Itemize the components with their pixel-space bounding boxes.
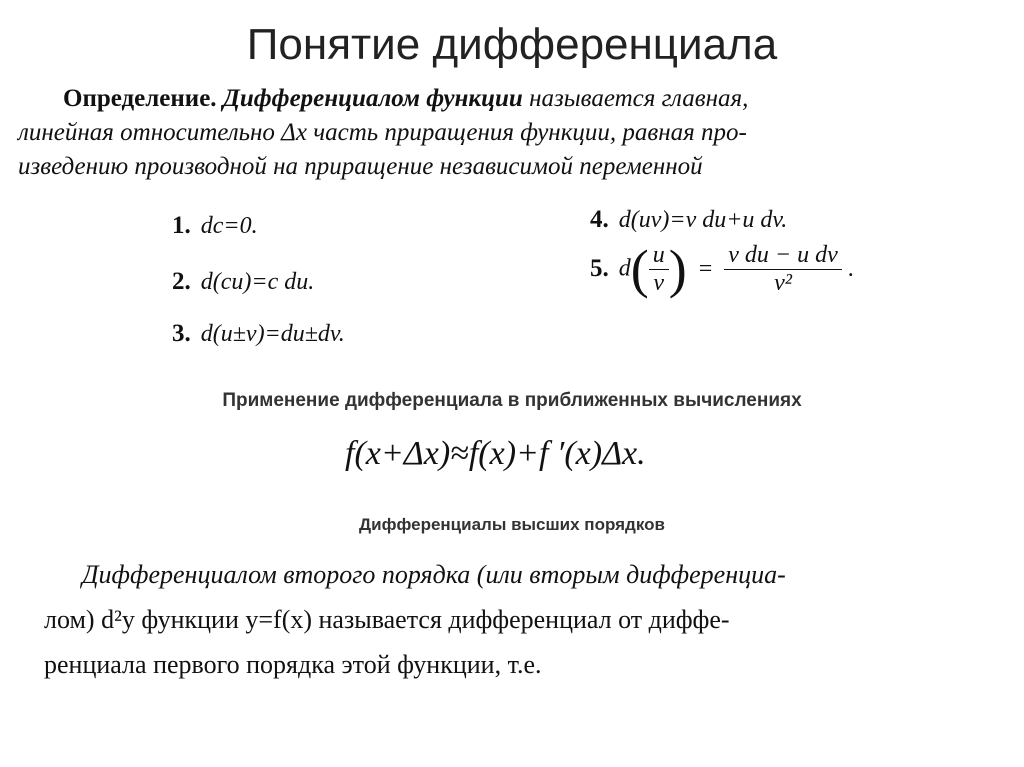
higher-orders-heading: Дифференциалы высших порядков [359,515,665,534]
rule-number: 5. [590,255,609,282]
rule-formula: d(u±v)=du±dv. [200,321,345,347]
second-order-paragraph [44,552,972,687]
rule-number: 4. [590,206,609,233]
application-heading: Применение дифференциала в приближенных вычислениях [222,390,802,411]
rule-3 [172,320,345,348]
definition-line-1 [63,82,968,116]
fraction-denominator: v² [774,269,792,296]
second-order-line-2: лом) d²y функции y=f(x) называется дифференциал от диффе- [44,605,730,634]
fraction-numerator: v du − u dv [724,242,842,270]
fraction-rhs [724,242,842,297]
rule-suffix: . [847,255,854,282]
rule-formula: d(cu)=c du. [200,269,315,295]
rule-number: 2. [172,268,191,295]
equals-sign: = [698,255,713,282]
fraction-numerator: u [649,242,669,270]
definition-label: Определение. [63,85,217,112]
fraction-denominator: v [653,269,665,296]
slide-title: Понятие дифференциала [246,20,778,69]
right-paren: ) [668,239,687,299]
rule-formula: d(uv)=v du+u dv. [618,207,788,233]
rule-formula: dc=0. [200,213,258,239]
second-order-line-1: Дифференциалом второго порядка (или вторым дифференциа- [82,560,786,589]
fraction-u-over-v [649,242,669,297]
definition-term: Дифференциалом функции [222,85,523,112]
left-paren: ( [630,239,649,299]
definition-line-3: изведению производной на приращение независимой переменной [18,153,703,180]
rule-prefix: d [618,255,631,282]
rule-1 [172,212,258,240]
approximation-formula: f(x+Δx)≈f(x)+f ′(x)Δx. [345,435,646,472]
rule-2 [172,268,314,296]
definition-line-2: линейная относительно Δx часть приращения функции, равная про- [18,119,747,146]
rule-4 [590,206,787,234]
definition-paragraph [18,82,983,184]
definition-line1-rest: называется главная, [529,85,749,112]
rule-number: 3. [172,320,191,347]
second-order-line-3: ренциала первого порядка этой функции, т.е. [44,650,542,679]
rule-5 [590,238,854,300]
rule-number: 1. [172,212,191,239]
